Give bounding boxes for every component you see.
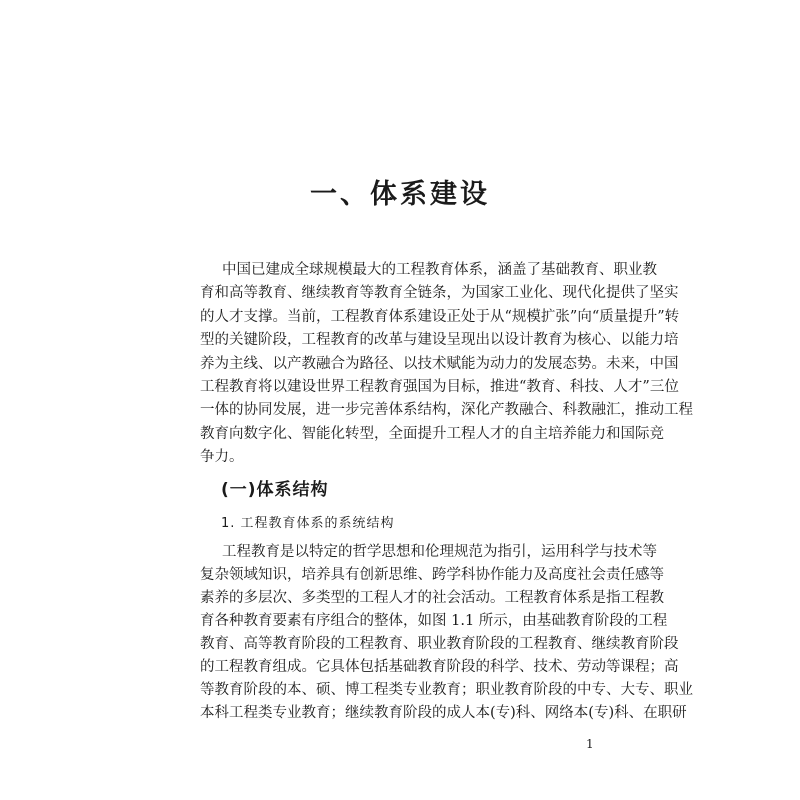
text-line: 教育、高等教育阶段的工程教育、职业教育阶段的工程教育、继续教育阶段 [200,636,679,652]
text-line: 的人才支撑。当前，工程教育体系建设正处于从“规模扩张”向“质量提升”转 [200,309,680,325]
text-line: 工程教育是以特定的哲学思想和伦理规范为指引，运用科学与技术等 [222,544,657,560]
text-line: 中国已建成全球规模最大的工程教育体系，涵盖了基础教育、职业教 [222,262,657,278]
page-number: 1 [586,737,594,751]
subsection-heading: 1. 工程教育体系的系统结构 [221,516,395,531]
text-line: 一体的协同发展，进一步完善体系结构，深化产教融合、科教融汇，推动工程 [200,402,693,418]
text-line: 素养的多层次、多类型的工程人才的社会活动。工程教育体系是指工程教 [200,590,664,606]
text-line: 育和高等教育、继续教育等教育全链条，为国家工业化、现代化提供了坚实 [200,285,679,301]
text-line: 等教育阶段的本、硕、博工程类专业教育；职业教育阶段的中专、大专、职业 [200,682,693,698]
text-line: 复杂领域知识，培养具有创新思维、跨学科协作能力及高度社会责任感等 [200,567,664,583]
text-line: 工程教育将以建设世界工程教育强国为目标，推进“教育、科技、人才”三位 [200,379,679,395]
text-line: 争力。 [200,449,244,465]
chapter-title: 一、体系建设 [310,179,490,210]
text-line: 本科工程类专业教育；继续教育阶段的成人本(专)科、网络本(专)科、在职研 [200,705,687,721]
section-heading: (一)体系结构 [221,480,329,500]
text-line: 养为主线、以产教融合为路径、以技术赋能为动力的发展态势。未来，中国 [200,356,679,372]
text-line: 的工程教育组成。它具体包括基础教育阶段的科学、技术、劳动等课程；高 [200,659,679,675]
text-line: 型的关键阶段，工程教育的改革与建设呈现出以设计教育为核心、以能力培 [200,332,679,348]
text-line: 育各种教育要素有序组合的整体，如图 1.1 所示，由基础教育阶段的工程 [200,613,668,629]
text-line: 教育向数字化、智能化转型，全面提升工程人才的自主培养能力和国际竞 [200,426,664,442]
